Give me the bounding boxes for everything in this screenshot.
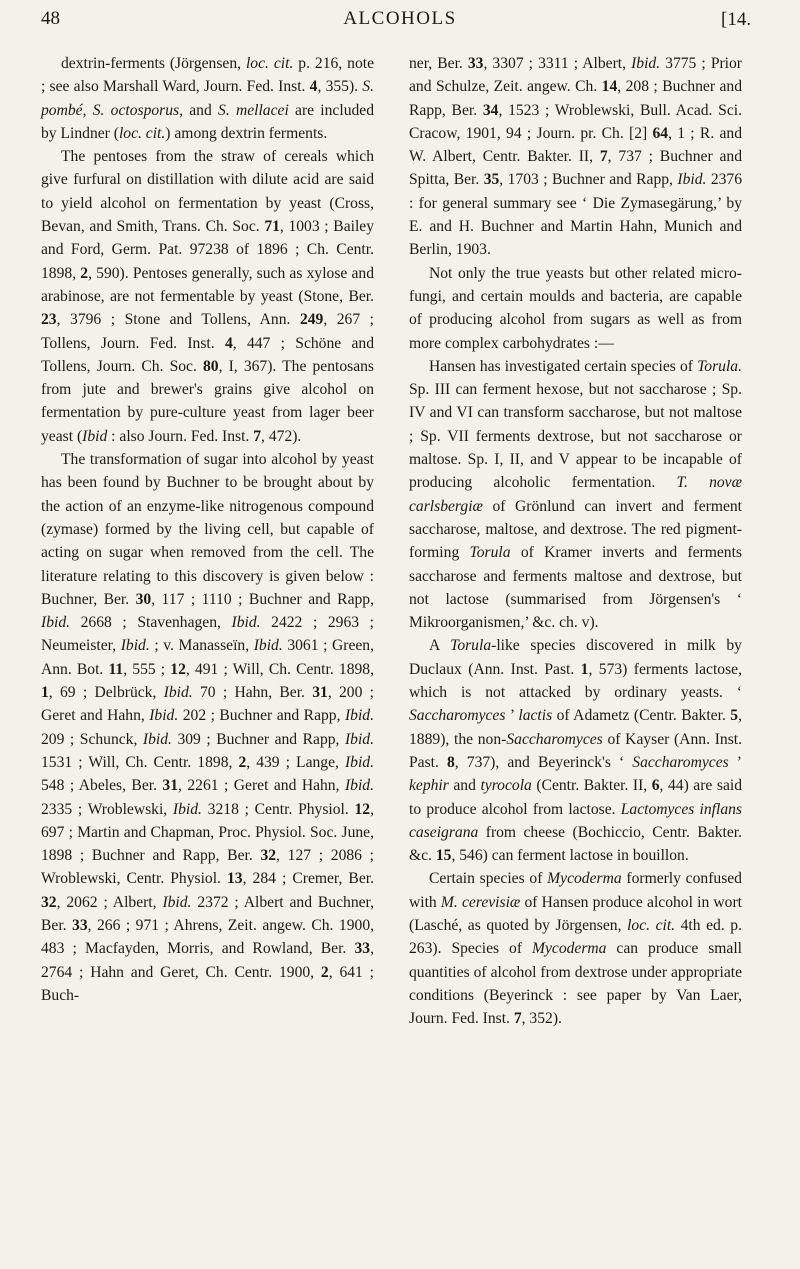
italic-text: Saccharomyces bbox=[632, 753, 729, 771]
italic-text: Ibid. bbox=[344, 730, 374, 748]
text-run: ner, Ber. bbox=[409, 55, 468, 72]
volume-number: 15 bbox=[435, 847, 452, 865]
paragraph bbox=[409, 634, 742, 867]
italic-text: loc. cit. bbox=[627, 916, 676, 934]
text-run: , 2062 ; Albert, bbox=[56, 893, 163, 911]
text-run: The pentoses from the straw of cereals which give furfural on distillation with dilute acid are said to yield alcohol on fermentation by yeast (Cross, Bevan, and Smith, Trans. Ch. Soc. bbox=[41, 148, 374, 236]
italic-text: Ibid. bbox=[231, 614, 261, 632]
text-run: of Adametz (Centr. Bakter. bbox=[552, 707, 731, 725]
section-reference: [14. bbox=[721, 9, 752, 30]
italic-text: T. novæ carlsbergiæ bbox=[409, 474, 742, 515]
italic-text: Ibid. bbox=[253, 637, 283, 655]
text-run: 209 ; Schunck, bbox=[41, 730, 143, 748]
paragraph bbox=[409, 262, 742, 355]
volume-number: 23 bbox=[41, 311, 57, 329]
text-run: , 737), and Beyerinck's ‘ bbox=[454, 753, 633, 771]
text-run: Certain species of bbox=[429, 870, 548, 888]
page-header bbox=[0, 0, 800, 40]
italic-text: Lactomyces inflans caseigrana bbox=[409, 800, 742, 841]
text-run: , 439 ; Lange, bbox=[246, 753, 345, 771]
text-run: , 2764 ; Hahn and Geret, Ch. Centr. 1900, bbox=[41, 940, 374, 981]
text-run: , 491 ; Will, Ch. Centr. 1898, bbox=[185, 660, 374, 678]
text-run: of Kramer inverts and ferments saccharose and ferments maltose and dextrose, but not lactose (summarised from Jörgensen's ‘ Mikroorganismen,’ &c. ch. v). bbox=[409, 544, 742, 632]
text-run: from cheese (Bochiccio, Centr. Bakter. &c. bbox=[409, 823, 742, 865]
italic-text: S. mellacei bbox=[218, 101, 289, 119]
text-run: ; v. Manasseïn, bbox=[149, 637, 254, 655]
running-title: ALCOHOLS bbox=[343, 8, 457, 29]
volume-number: 6 bbox=[651, 777, 660, 795]
text-run: , 284 ; Cremer, Ber. bbox=[242, 870, 374, 888]
text-run: can produce small quantities of alcohol from dextrose under appropriate conditions (Beyerinck : see paper by Van Laer, Journ. Fed. Inst. bbox=[409, 940, 742, 1028]
text-run: , 590). Pentoses generally, such as xylose and arabinose, are not fermentable by yeast (Stone, Ber. bbox=[41, 264, 375, 305]
volume-number: 2 bbox=[238, 753, 247, 771]
italic-text: S. pombé, S. octosporus, bbox=[41, 78, 374, 119]
paragraph bbox=[409, 355, 742, 635]
text-run: , 447 ; Schöne and Tollens, Journ. Ch. Soc. bbox=[41, 334, 374, 375]
text-run: A bbox=[429, 637, 451, 655]
left-column bbox=[41, 52, 374, 1007]
text-run: , 555 ; bbox=[123, 660, 171, 678]
volume-number: 11 bbox=[108, 660, 124, 678]
text-run: p. 216, note ; see also Marshall Ward, Journ. Fed. Inst. bbox=[41, 55, 374, 96]
text-run: , 266 ; 971 ; Ahrens, Zeit. angew. Ch. 1900, 483 ; Macfayden, Morris, and Rowland, Ber. bbox=[41, 916, 375, 958]
italic-text: Saccharomyces bbox=[409, 707, 506, 725]
paragraph bbox=[41, 448, 374, 1007]
volume-number: 14 bbox=[601, 78, 618, 96]
volume-number: 2 bbox=[80, 264, 89, 282]
volume-number: 32 bbox=[41, 893, 57, 911]
volume-number: 32 bbox=[260, 847, 277, 865]
text-run: , 69 ; Delbrück, bbox=[48, 684, 164, 702]
volume-number: 2 bbox=[320, 963, 329, 981]
text-run: and bbox=[448, 777, 481, 795]
italic-text: Ibid. bbox=[344, 777, 374, 795]
text-run: 548 ; Abeles, Ber. bbox=[41, 777, 163, 795]
volume-number: 35 bbox=[483, 171, 500, 189]
volume-number: 64 bbox=[652, 124, 669, 142]
italic-text: Torula bbox=[450, 637, 492, 655]
text-run: , 641 ; Buch- bbox=[41, 963, 374, 1004]
volume-number: 12 bbox=[354, 800, 371, 818]
text-run: , 117 ; 1110 ; Buchner and Rapp, bbox=[151, 590, 374, 608]
text-run: , 697 ; Martin and Chapman, Proc. Physiol. Soc. June, 1898 ; Buchner and Rapp, Ber. bbox=[41, 800, 374, 865]
italic-text: Mycoderma bbox=[547, 870, 622, 888]
text-run: , I, 367). The pentosans from jute and brewer's grains give alcohol on fermentation by pure-culture yeast from lager beer yeast ( bbox=[41, 357, 374, 445]
italic-text: Ibid. bbox=[344, 707, 374, 725]
text-run: ’ bbox=[505, 707, 519, 725]
text-run: are included by Lindner ( bbox=[41, 101, 375, 142]
text-run: , 472). bbox=[261, 427, 302, 445]
text-run: 3775 ; Prior and Schulze, Zeit. angew. Ch. bbox=[409, 55, 743, 96]
volume-number: 7 bbox=[513, 1010, 522, 1028]
volume-number: 33 bbox=[467, 55, 484, 72]
italic-text: Ibid. bbox=[162, 893, 192, 911]
italic-text: Ibid. bbox=[631, 55, 661, 72]
italic-text: Torula. bbox=[697, 357, 742, 375]
volume-number: 34 bbox=[482, 101, 499, 119]
italic-text: Ibid. bbox=[120, 637, 150, 655]
text-run: ’ bbox=[728, 753, 742, 771]
text-run: 2372 ; Albert and Buchner, Ber. bbox=[41, 893, 375, 934]
text-run: , 1523 ; Wroblewski, Bull. Acad. Sci. Cracow, 1901, 94 ; Journ. pr. Ch. [2] bbox=[409, 101, 742, 142]
paragraph bbox=[409, 867, 742, 1030]
text-run: of Grönlund can invert and ferment saccharose, maltose, and dextrose. The red pigment-forming bbox=[409, 497, 742, 562]
text-run: 3218 ; Centr. Physiol. bbox=[201, 800, 355, 818]
text-run: , 1 ; R. and W. Albert, Centr. Bakter. II, bbox=[409, 124, 743, 166]
text-run: 1531 ; Will, Ch. Centr. 1898, bbox=[41, 753, 239, 771]
right-column bbox=[409, 52, 742, 1030]
text-run: 2422 ; 2963 ; Neumeister, bbox=[41, 614, 375, 655]
text-run: , 546) can ferment lactose in bouillon. bbox=[451, 847, 689, 865]
text-run: Hansen has investigated certain species of bbox=[429, 357, 698, 375]
italic-text: Ibid. bbox=[142, 730, 172, 748]
volume-number: 13 bbox=[227, 870, 243, 888]
text-run: and bbox=[183, 101, 219, 119]
text-run: 4th ed. p. 263). Species of bbox=[409, 916, 742, 958]
italic-text: Saccharomyces bbox=[506, 730, 603, 748]
italic-text: Ibid. bbox=[149, 707, 179, 725]
text-run: 2668 ; Stavenhagen, bbox=[70, 614, 232, 632]
page-number: 48 bbox=[41, 8, 60, 29]
italic-text: Mycoderma bbox=[531, 940, 607, 958]
text-run: , 3307 ; 3311 ; Albert, bbox=[483, 55, 632, 72]
paragraph bbox=[409, 52, 742, 262]
italic-text: Ibid. bbox=[163, 684, 193, 702]
text-run: , 355). bbox=[317, 78, 363, 96]
volume-number: 7 bbox=[253, 427, 262, 445]
volume-number: 4 bbox=[224, 334, 233, 352]
text-run: -like species discovered in milk by Duclaux (Ann. Inst. Past. bbox=[409, 637, 742, 678]
text-run: , 352). bbox=[521, 1010, 562, 1028]
volume-number: 30 bbox=[135, 590, 152, 608]
text-run: , 1889), the non- bbox=[409, 707, 742, 748]
italic-text: Ibid. bbox=[41, 614, 71, 632]
text-run: , 127 ; 2086 ; Wroblewski, Centr. Physiol. bbox=[41, 847, 374, 888]
volume-number: 249 bbox=[299, 311, 324, 329]
text-run: ) among dextrin ferments. bbox=[165, 124, 328, 142]
italic-text: kephir bbox=[409, 777, 449, 795]
text-run: of Hansen produce alcohol in wort (Lasché, as quoted by Jörgensen, bbox=[409, 893, 743, 934]
paragraph bbox=[41, 52, 374, 145]
italic-text: Ibid. bbox=[344, 753, 375, 771]
volume-number: 71 bbox=[264, 218, 280, 236]
italic-text: tyrocola bbox=[480, 777, 532, 795]
text-run: , 1703 ; Buchner and Rapp, bbox=[499, 171, 678, 189]
text-run: , 200 ; Geret and Hahn, bbox=[41, 684, 375, 725]
text-run: formerly confused with bbox=[409, 870, 742, 911]
italic-text: loc. cit. bbox=[245, 55, 294, 72]
text-run: , 737 ; Buchner and Spitta, Ber. bbox=[409, 148, 742, 189]
text-run: , 267 ; Tollens, Journ. Fed. Inst. bbox=[41, 311, 375, 352]
italic-text: lactis bbox=[518, 707, 553, 725]
italic-text: Ibid. bbox=[172, 800, 202, 818]
volume-number: 1 bbox=[580, 660, 589, 678]
volume-number: 1 bbox=[41, 684, 49, 702]
text-run: 3061 ; Green, Ann. Bot. bbox=[41, 637, 374, 678]
text-run: The transformation of sugar into alcohol by yeast has been found by Buchner to be brought about by the action of an enzyme-like nitrogenous compound (zymase) formed by the living cell, but capable of acting on sugar when removed from the cell. The literature relating to this discovery is given below : Buchner, Ber. bbox=[41, 451, 374, 608]
italic-text: Ibid bbox=[82, 427, 108, 445]
text-run: 2335 ; Wroblewski, bbox=[41, 800, 173, 818]
text-run: , 44) are said to produce alcohol from lactose. bbox=[409, 777, 742, 818]
volume-number: 80 bbox=[203, 357, 219, 375]
volume-number: 33 bbox=[72, 916, 88, 934]
italic-text: Torula bbox=[469, 544, 511, 562]
text-run: 309 ; Buchner and Rapp, bbox=[171, 730, 345, 748]
volume-number: 33 bbox=[354, 940, 371, 958]
text-run: , 208 ; Buchner and Rapp, Ber. bbox=[409, 78, 742, 119]
text-run: 202 ; Buchner and Rapp, bbox=[178, 707, 345, 725]
italic-text: loc. cit. bbox=[118, 124, 166, 142]
text-run: , 2261 ; Geret and Hahn, bbox=[178, 777, 345, 795]
text-run: dextrin-ferments (Jörgensen, bbox=[61, 55, 246, 72]
volume-number: 31 bbox=[312, 684, 328, 702]
volume-number: 8 bbox=[446, 753, 455, 771]
volume-number: 7 bbox=[599, 148, 608, 166]
italic-text: Ibid. bbox=[677, 171, 707, 189]
text-run: (Centr. Bakter. II, bbox=[531, 777, 652, 795]
italic-text: M. cerevisiæ bbox=[440, 893, 521, 911]
text-run: Not only the true yeasts but other related micro-fungi, and certain moulds and bacteria, are capable of producing alcohol from sugars as well as from more complex carbohydrates :— bbox=[409, 264, 742, 352]
text-run: Sp. III can ferment hexose, but not saccharose ; Sp. IV and VI can transform saccharose, but not maltose ; Sp. VII ferments dextrose, but not saccharose or maltose. Sp. I, II, and V appear to be incapable of producing alcoholic fermentation. bbox=[409, 381, 742, 492]
volume-number: 5 bbox=[730, 707, 739, 725]
text-run: , 573) ferments lactose, which is not attacked by ordinary yeasts. ‘ bbox=[409, 660, 742, 702]
paragraph bbox=[41, 145, 374, 448]
text-run: 2376 : for general summary see ‘ Die Zymasegärung,’ by E. and H. Buchner and Martin Hahn, Munich and Berlin, 1903. bbox=[409, 171, 743, 259]
volume-number: 4 bbox=[309, 78, 318, 96]
text-run: 70 ; Hahn, Ber. bbox=[192, 684, 313, 702]
volume-number: 12 bbox=[170, 660, 186, 678]
text-run: , 1003 ; Bailey and Ford, Germ. Pat. 97238 of 1896 ; Ch. Centr. 1898, bbox=[41, 218, 374, 282]
volume-number: 31 bbox=[162, 777, 179, 795]
text-run: : also Journ. Fed. Inst. bbox=[107, 427, 254, 445]
text-run: , 3796 ; Stone and Tollens, Ann. bbox=[56, 311, 300, 329]
text-run: of Kayser (Ann. Inst. Past. bbox=[409, 730, 742, 771]
